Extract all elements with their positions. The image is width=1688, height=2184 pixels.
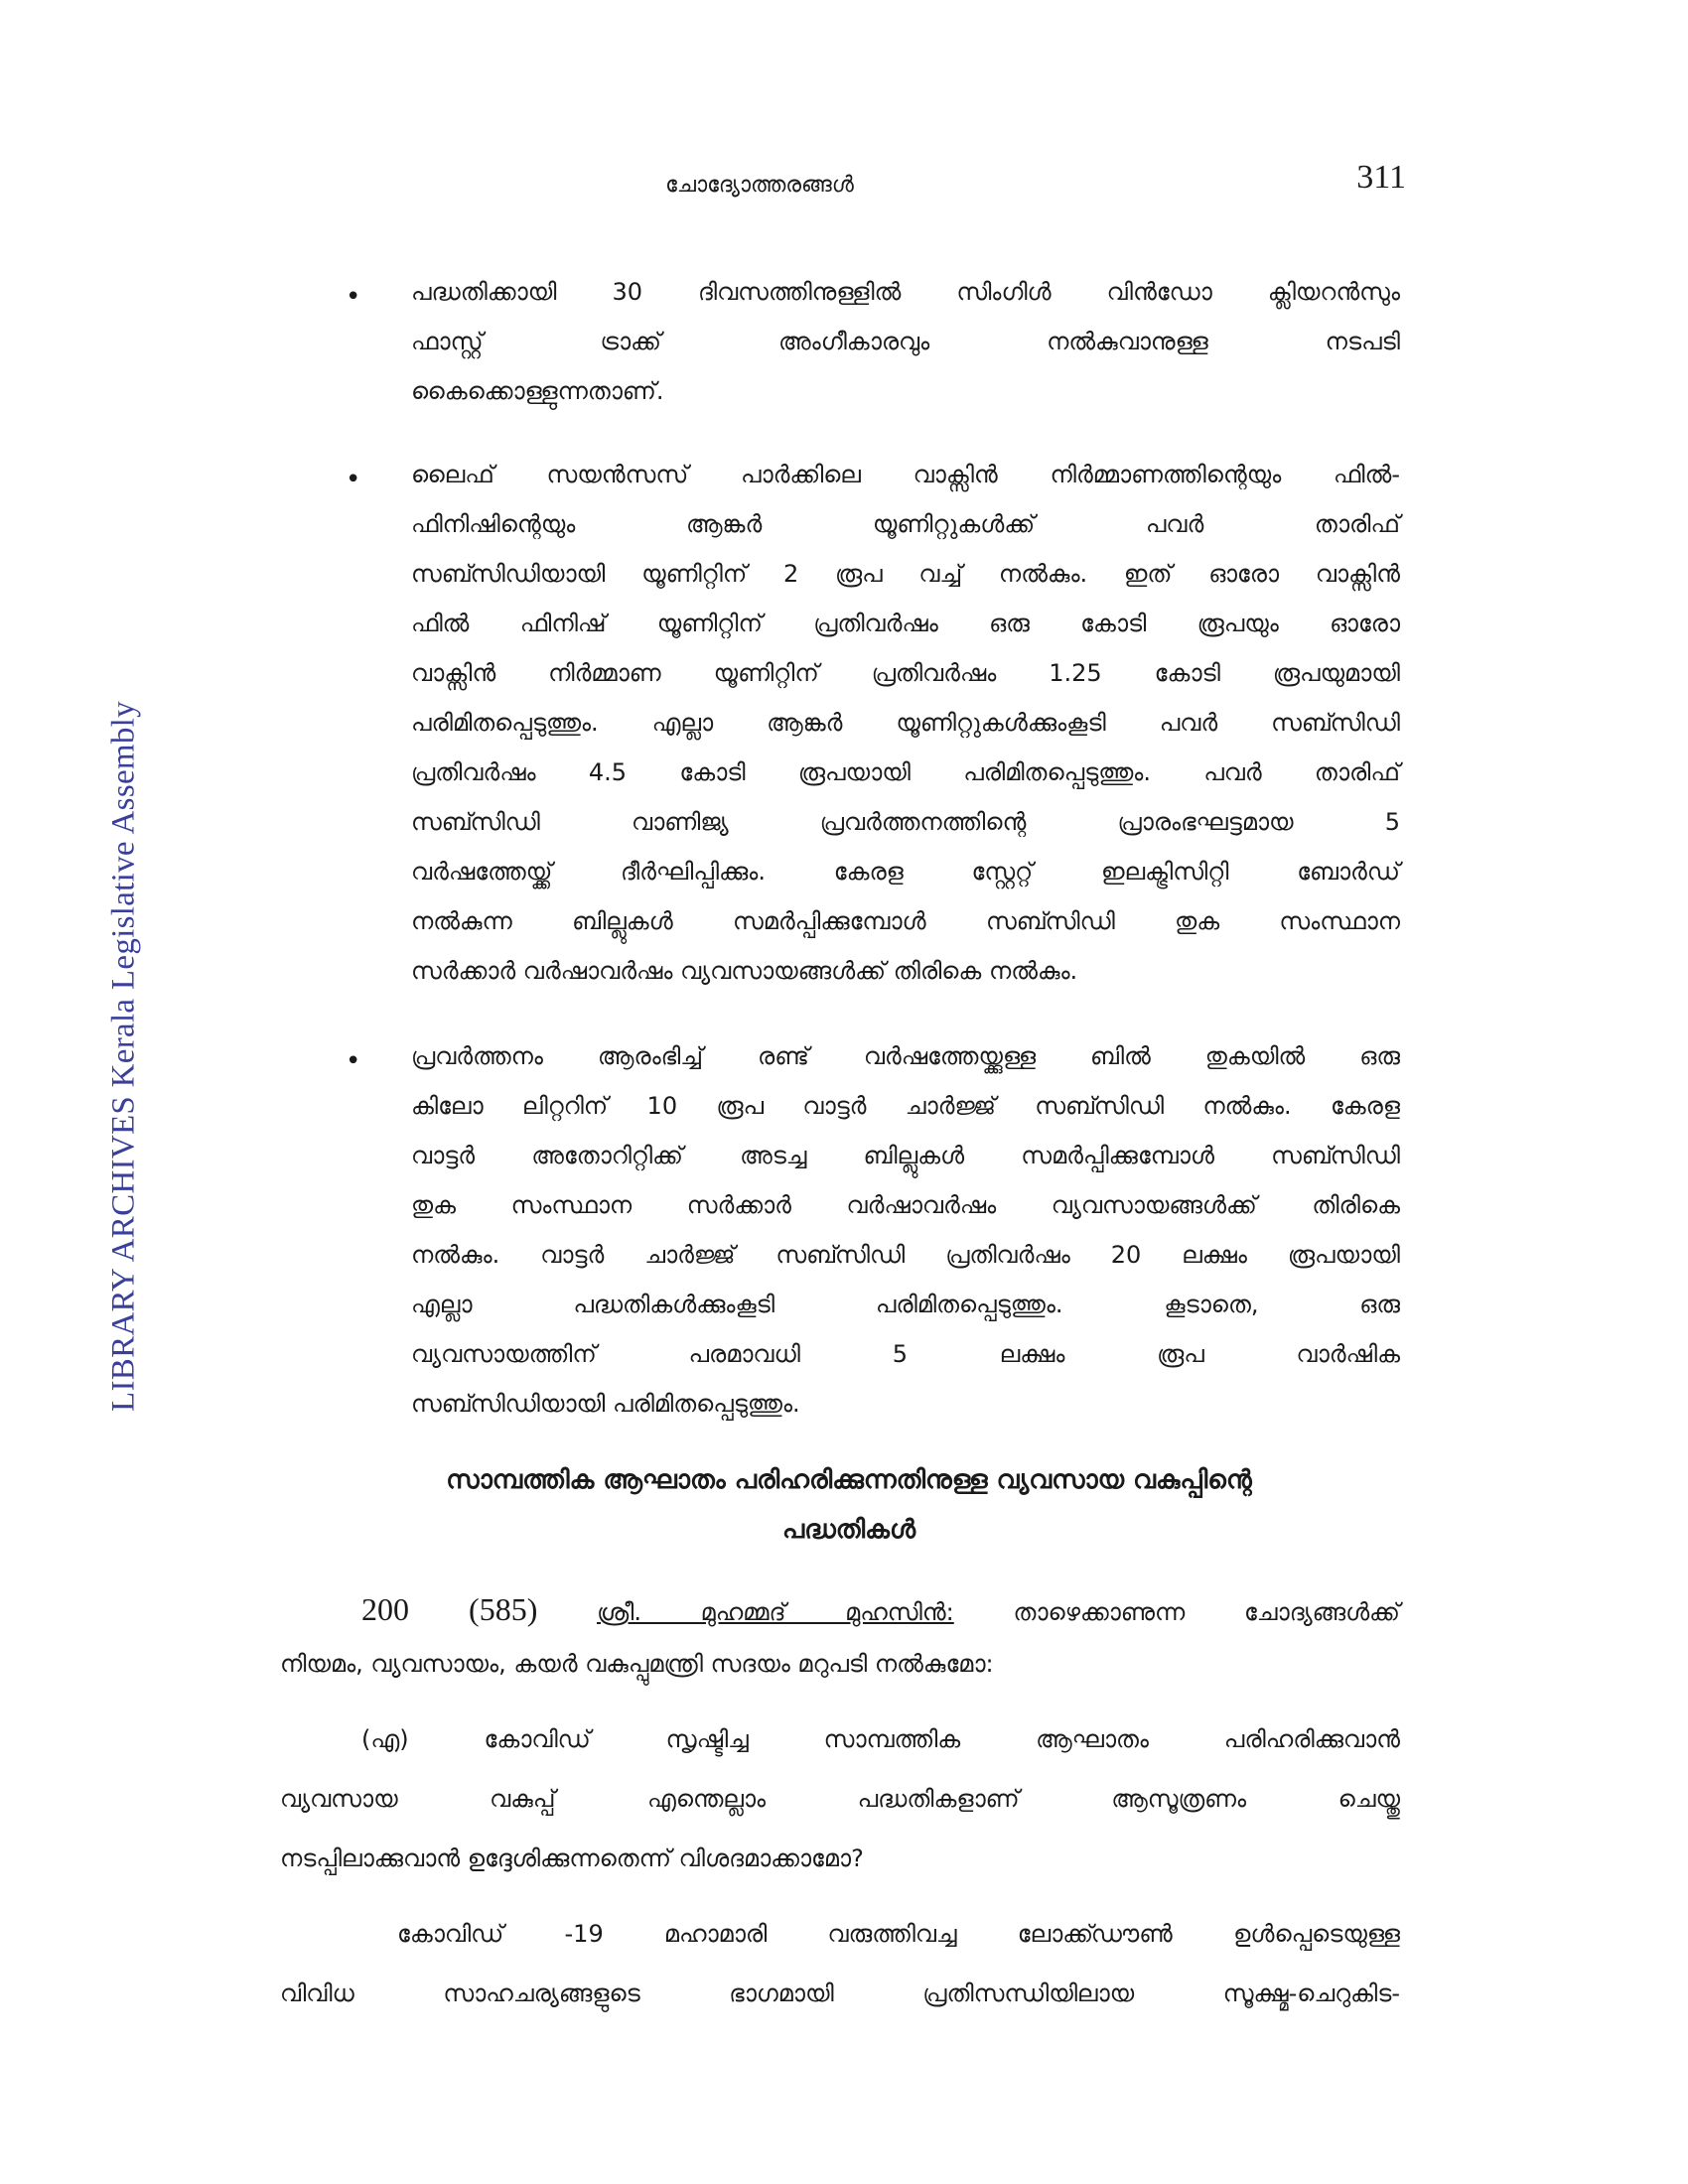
question-intro-line: നിയമം, വ്യവസായം, കയർ വകുപ്പുമന്ത്രി സദയം മറുപടി നൽകുമോ: bbox=[280, 1650, 994, 1678]
bullet-line: പ്രതിവർഷം 4.5 കോടി രൂപയായി പരിമിതപ്പെടുത്തും. പവർ താരിഫ് bbox=[411, 758, 1400, 786]
question-intro bbox=[361, 1590, 1400, 1628]
bullet-line: നൽകുന്ന ബില്ലുകൾ സമർപ്പിക്കുമ്പോൾ സബ്സിഡി തുക സംസ്ഥാന bbox=[411, 907, 1400, 935]
sub-question-line: വ്യവസായ വകുപ്പ് എന്തെല്ലാം പദ്ധതികളാണ് ആസൂത്രണം ചെയ്തു bbox=[280, 1785, 1400, 1813]
bullet-line: സർക്കാർ വർഷാവർഷം വ്യവസായങ്ങൾക്ക് തിരികെ നൽകും. bbox=[411, 957, 1078, 985]
section-heading-line: പദ്ധതികൾ bbox=[781, 1515, 916, 1545]
bullet-line: പരിമിതപ്പെടുത്തും. എല്ലാ ആങ്കർ യൂണിറ്റുകൾക്കുംകൂടി പവർ സബ്സിഡി bbox=[411, 709, 1400, 737]
bullet-line: സബ്സിഡിയായി യൂണിറ്റിന് 2 രൂപ വച്ച് നൽകും. ഇത് ഓരോ വാക്സിൻ bbox=[411, 560, 1400, 588]
archive-watermark: LIBRARY ARCHIVES Kerala Legislative Assembly bbox=[105, 701, 142, 1412]
bullet-dot-icon: • bbox=[346, 1046, 361, 1076]
answer-line: കോവിഡ് -19 മഹാമാരി വരുത്തിവച്ച ലോക്ക്ഡൗൺ ഉൾപ്പെടെയുള്ള bbox=[397, 1920, 1400, 1948]
section-heading-line: സാമ്പത്തിക ആഘാതം പരിഹരിക്കുന്നതിനുള്ള വ്യവസായ വകുപ്പിന്റെ bbox=[446, 1465, 1252, 1495]
bullet-line: കൈക്കൊള്ളുന്നതാണ്. bbox=[411, 377, 664, 405]
sub-question-line: നടപ്പിലാക്കുവാൻ ഉദ്ദേശിക്കുന്നതെന്ന് വിശദമാക്കാമോ? bbox=[280, 1844, 864, 1872]
bullet-line: നൽകും. വാട്ടർ ചാർജ്ജ് സബ്സിഡി പ്രതിവർഷം 20 ലക്ഷം രൂപയായി bbox=[411, 1241, 1400, 1269]
bullet-line: തുക സംസ്ഥാന സർക്കാർ വർഷാവർഷം വ്യവസായങ്ങൾക്ക് തിരികെ bbox=[411, 1191, 1400, 1219]
bullet-line: സബ്സിഡിയായി പരിമിതപ്പെടുത്തും. bbox=[411, 1390, 800, 1418]
question-number: 200 (585) bbox=[361, 1591, 538, 1627]
bullet-line: കിലോ ലിറ്ററിന് 10 രൂപ വാട്ടർ ചാർജ്ജ് സബ്സിഡി നൽകും. കേരള bbox=[411, 1092, 1400, 1120]
question-intro-text: താഴെക്കാണുന്ന ചോദ്യങ്ങൾക്ക് bbox=[1013, 1598, 1400, 1626]
bullet-line: വാക്സിൻ നിർമ്മാണ യൂണിറ്റിന് പ്രതിവർഷം 1.25 കോടി രൂപയുമായി bbox=[411, 659, 1400, 687]
bullet-line: ലൈഫ് സയൻസസ് പാർക്കിലെ വാക്സിൻ നിർമ്മാണത്തിന്റെയും ഫിൽ- bbox=[411, 461, 1400, 488]
sub-question-line: (എ) കോവിഡ് സൃഷ്ടിച്ച സാമ്പത്തിക ആഘാതം പരിഹരിക്കുവാൻ bbox=[361, 1725, 1400, 1753]
bullet-line: പദ്ധതിക്കായി 30 ദിവസത്തിനുള്ളിൽ സിംഗിൾ വിൻഡോ ക്ലിയറൻസും bbox=[411, 278, 1400, 306]
running-header-title: ചോദ്യോത്തരങ്ങൾ bbox=[665, 173, 854, 198]
bullet-dot-icon: • bbox=[346, 465, 361, 494]
bullet-line: ഫാസ്റ്റ് ട്രാക്ക് അംഗീകാരവും നൽകുവാനുള്ള നടപടി bbox=[411, 328, 1400, 355]
bullet-line: വർഷത്തേയ്ക്ക് ദീർഘിപ്പിക്കും. കേരള സ്റ്റേറ്റ് ഇലക്ട്രിസിറ്റി ബോർഡ് bbox=[411, 858, 1400, 886]
bullet-line: ഫിൽ ഫിനിഷ് യൂണിറ്റിന് പ്രതിവർഷം ഒരു കോടി രൂപയും ഓരോ bbox=[411, 610, 1400, 637]
answer-line: വിവിധ സാഹചര്യങ്ങളുടെ ഭാഗമായി പ്രതിസന്ധിയിലായ സൂക്ഷ്മ-ചെറുകിട- bbox=[280, 1979, 1400, 2007]
bullet-line: പ്രവർത്തനം ആരംഭിച്ച് രണ്ട് വർഷത്തേയ്ക്കുള്ള ബിൽ തുകയിൽ ഒരു bbox=[411, 1042, 1400, 1070]
page-number: 311 bbox=[1356, 159, 1406, 196]
bullet-dot-icon: • bbox=[346, 282, 361, 312]
member-name: ശ്രീ. മുഹമ്മദ് മുഹസിൻ: bbox=[597, 1598, 954, 1626]
bullet-line: സബ്സിഡി വാണിജ്യ പ്രവർത്തനത്തിന്റെ പ്രാരംഭഘട്ടമായ 5 bbox=[411, 808, 1400, 836]
bullet-line: വാട്ടർ അതോറിറ്റിക്ക് അടച്ച ബില്ലുകൾ സമർപ്പിക്കുമ്പോൾ സബ്സിഡി bbox=[411, 1142, 1400, 1169]
bullet-line: ഫിനിഷിന്റെയും ആങ്കർ യൂണിറ്റുകൾക്ക് പവർ താരിഫ് bbox=[411, 510, 1400, 538]
bullet-line: വ്യവസായത്തിന് പരമാവധി 5 ലക്ഷം രൂപ വാർഷിക bbox=[411, 1340, 1400, 1368]
bullet-line: എല്ലാ പദ്ധതികൾക്കുംകൂടി പരിമിതപ്പെടുത്തും. കൂടാതെ, ഒരു bbox=[411, 1291, 1400, 1318]
